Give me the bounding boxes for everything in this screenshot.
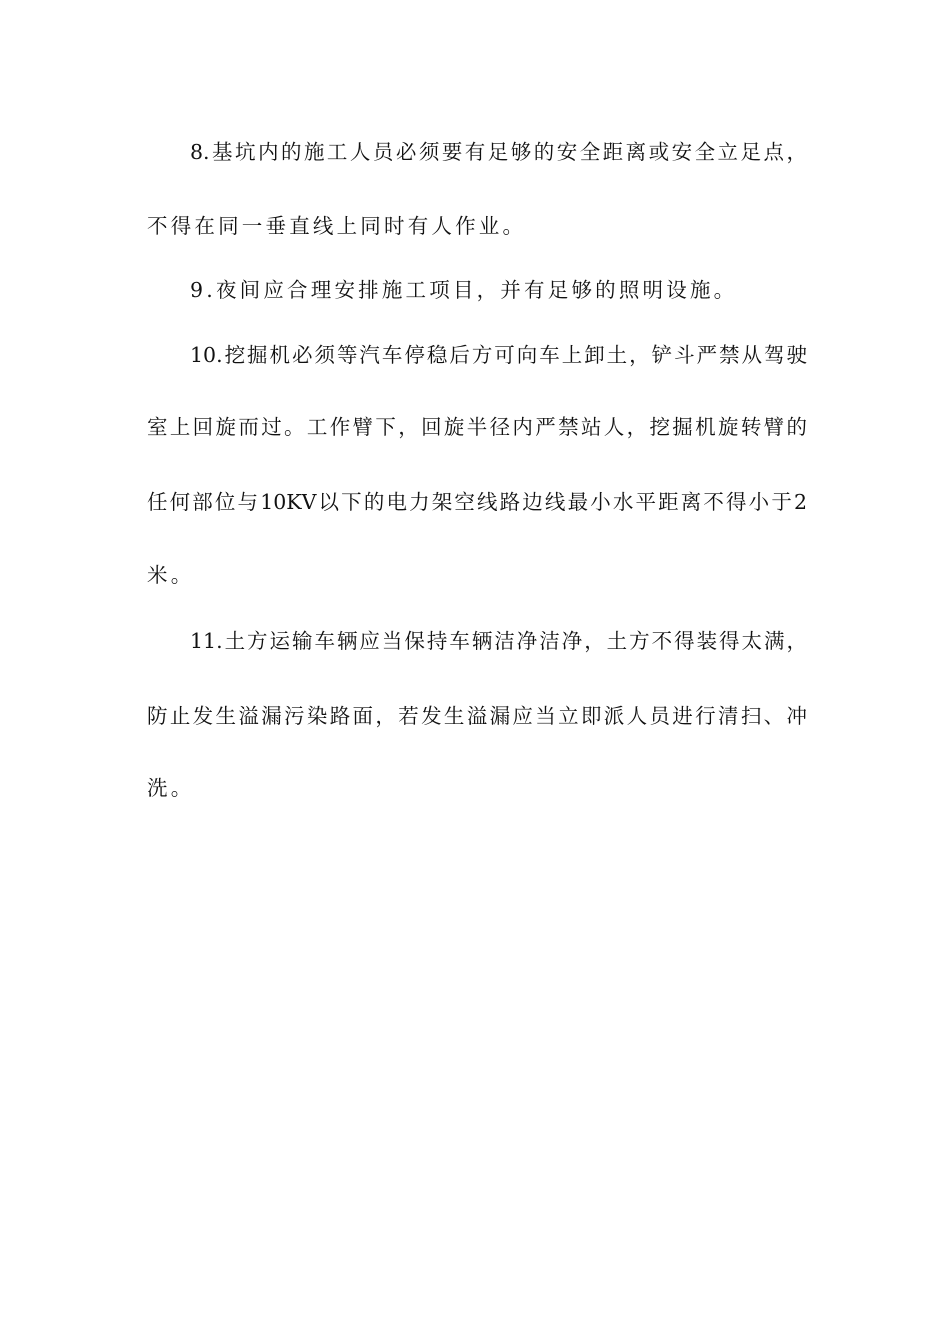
item-11-line-2: 防止发生溢漏污染路面，若发生溢漏应当立即派人员进行清扫、冲 [147,704,807,728]
item-9-line-1: 9.夜间应合理安排施工项目，并有足够的照明设施。 [190,278,738,302]
item-11-line-3: 洗。 [147,776,195,800]
item-10-line-1: 10.挖掘机必须等汽车停稳后方可向车上卸土，铲斗严禁从驾驶 [190,343,807,367]
item-11-line-1: 11.土方运输车辆应当保持车辆洁净洁净，土方不得装得太满， [190,629,807,653]
item-10-line-4: 米。 [147,563,195,587]
item-8-line-2: 不得在同一垂直线上同时有人作业。 [147,214,527,238]
item-10-line-2: 室上回旋而过。工作臂下，回旋半径内严禁站人，挖掘机旋转臂的 [147,415,807,439]
item-10-line-3: 任何部位与10KV以下的电力架空线路边线最小水平距离不得小于2 [147,490,807,514]
item-8-line-1: 8.基坑内的施工人员必须要有足够的安全距离或安全立足点， [190,140,807,164]
